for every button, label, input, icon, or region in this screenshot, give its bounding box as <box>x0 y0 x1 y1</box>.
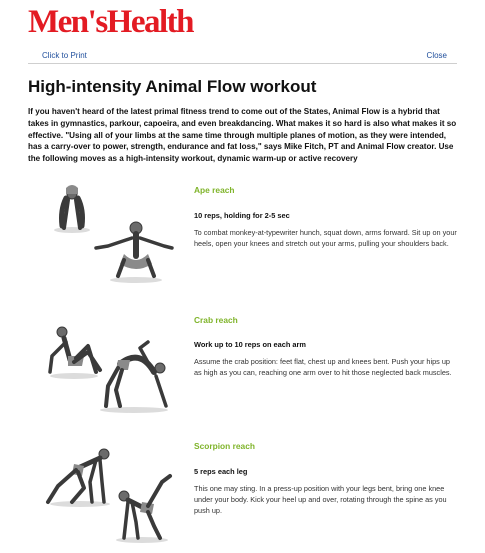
print-toolbar <box>28 51 457 63</box>
exercise-description: Assume the crab position: feet flat, chest up and knees bent. Push your hips up as high as you can, reaching one arm over to hit those neglected back muscles. <box>194 357 452 378</box>
exercise-title: Crab reach <box>194 315 238 325</box>
article-title: High-intensity Animal Flow workout <box>28 77 317 96</box>
exercise-ape-reach <box>0 180 485 290</box>
ape-reach-illustration <box>44 180 174 286</box>
exercise-crab-reach <box>0 310 485 420</box>
exercise-title: Ape reach <box>194 185 235 195</box>
article-intro: If you haven't heard of the latest primal fitness trend to come out of the States, Animal Flow is a hybrid that takes in gymnastics, parkour, capoeira, and even breakdancing. What makes it so hard is also what makes it so effective. "Using all of your limbs at the same time through multiple planes of motion, as they were intended, has a carry-over to power, strength, endurance and fat loss," says Mike Fitch, PT and Animal Flow creator. Use the following moves as a high-intensity workout, dynamic warm-up or active recovery <box>28 107 457 164</box>
scorpion-reach-illustration <box>44 438 174 546</box>
exercise-description: This one may sting. In a press-up position with your legs bent, bring one knee under your body. Kick your heel up and over, rotating through the spine as you push up. <box>194 484 447 516</box>
close-link[interactable]: Close <box>426 51 447 60</box>
exercise-reps: 10 reps, holding for 2-5 sec <box>194 211 290 220</box>
click-to-print-link[interactable]: Click to Print <box>42 51 87 60</box>
exercise-description: To combat monkey-at-typewriter hunch, squat down, arms forward. Sit up on your heels, open your knees and stretch out your arms, pulling your shoulders back. <box>194 228 457 249</box>
crab-reach-illustration <box>44 310 174 414</box>
exercise-title: Scorpion reach <box>194 441 255 451</box>
exercise-reps: Work up to 10 reps on each arm <box>194 340 306 349</box>
menshealth-logo: Men'sHealth <box>28 4 193 40</box>
exercise-scorpion-reach <box>0 436 485 546</box>
exercise-reps: 5 reps each leg <box>194 467 248 476</box>
header-divider <box>28 63 457 64</box>
